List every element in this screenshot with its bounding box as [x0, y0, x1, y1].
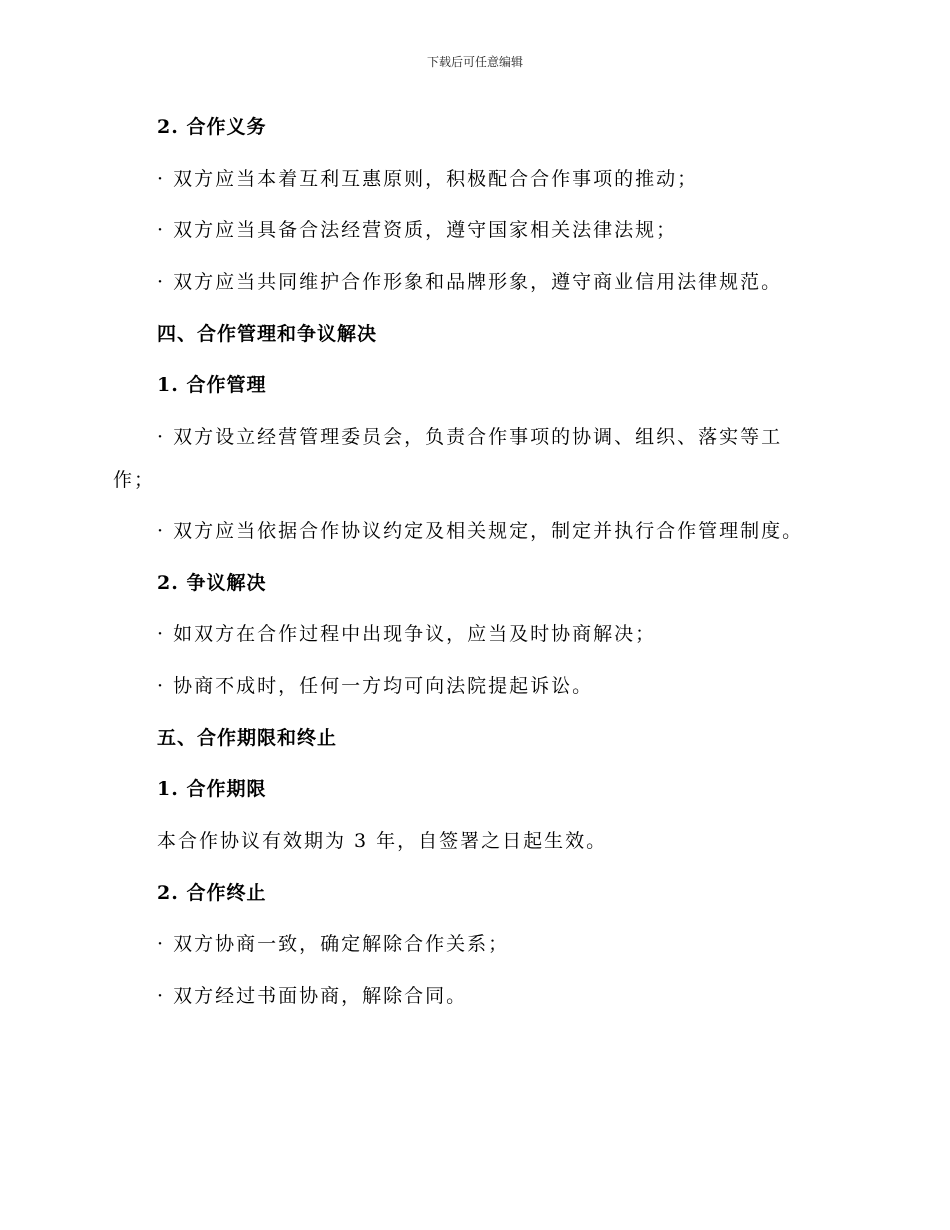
termination-item-1: · 双方协商一致，确定解除合作关系；	[157, 933, 510, 955]
obligation-item-1: · 双方应当本着互利互惠原则，积极配合合作事项的推动；	[157, 168, 699, 190]
management-item-1-line-2: 作；	[113, 469, 156, 491]
page-header: 下载后可任意编辑	[426, 55, 523, 69]
term-text: 本合作协议有效期为 3 年，自签署之日起生效。	[157, 830, 608, 852]
subsection-heading-dispute-resolution: 2. 争议解决	[157, 572, 267, 594]
section-heading-term-termination: 五、合作期限和终止	[157, 727, 338, 749]
subsection-heading-cooperation-management: 1. 合作管理	[157, 374, 267, 396]
obligation-item-3: · 双方应当共同维护合作形象和品牌形象，遵守商业信用法律规范。	[157, 271, 783, 293]
obligation-item-2: · 双方应当具备合法经营资质，遵守国家相关法律法规；	[157, 219, 678, 241]
management-item-1-line-1: · 双方设立经营管理委员会，负责合作事项的协调、组织、落实等工	[157, 426, 783, 448]
section-heading-management-disputes: 四、合作管理和争议解决	[157, 323, 378, 345]
management-item-2: · 双方应当依据合作协议约定及相关规定，制定并执行合作管理制度。	[157, 520, 804, 542]
dispute-item-2: · 协商不成时，任何一方均可向法院提起诉讼。	[157, 675, 594, 697]
subsection-heading-cooperation-term: 1. 合作期限	[157, 778, 267, 800]
termination-item-2: · 双方经过书面协商，解除合同。	[157, 985, 468, 1007]
subsection-heading-cooperation-obligations: 2. 合作义务	[157, 116, 267, 138]
subsection-heading-cooperation-termination: 2. 合作终止	[157, 882, 267, 904]
dispute-item-1: · 如双方在合作过程中出现争议，应当及时协商解决；	[157, 623, 657, 645]
